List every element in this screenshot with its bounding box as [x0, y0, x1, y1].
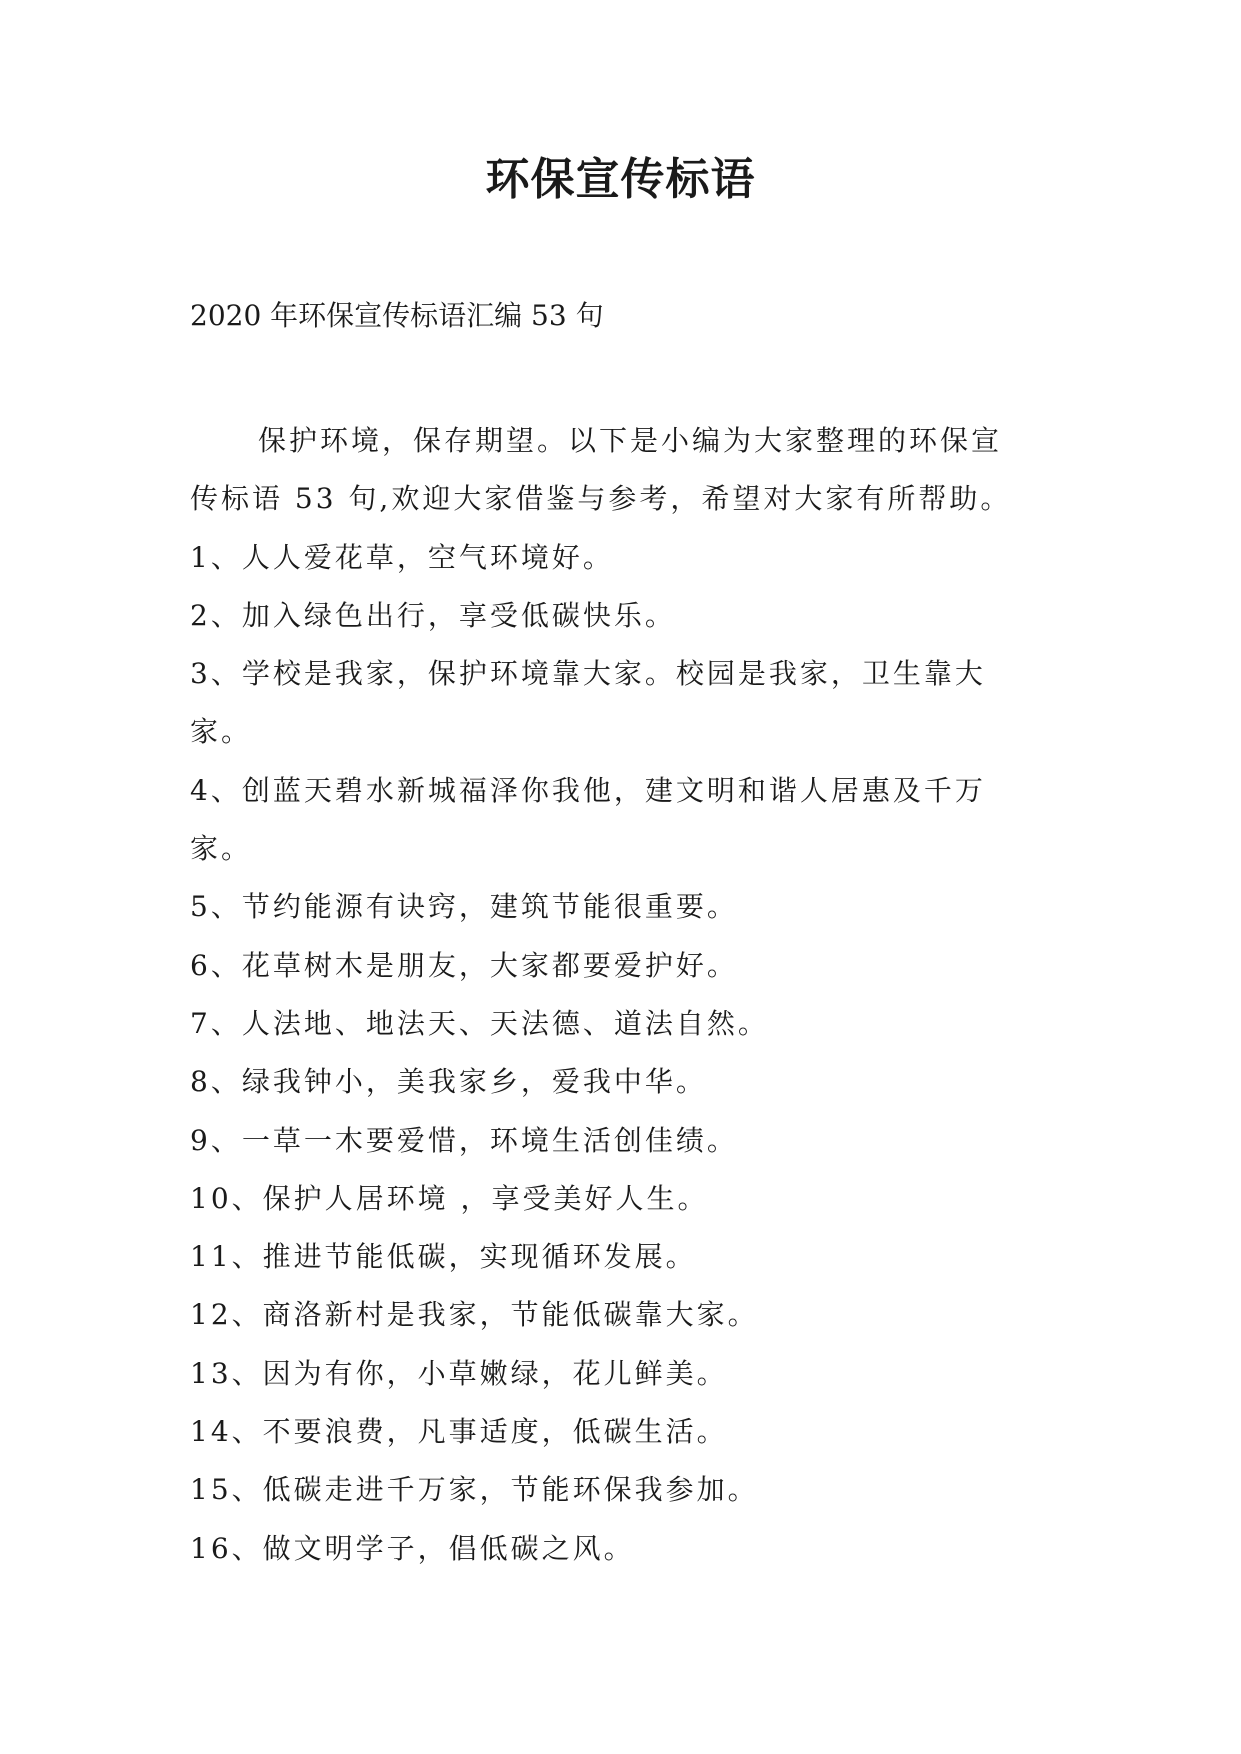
document-subtitle: 2020 年环保宣传标语汇编 53 句: [190, 299, 604, 332]
slogan-line: 14、不要浪费，凡事适度，低碳生活。: [190, 1415, 728, 1449]
slogan-line: 2、加入绿色出行，享受低碳快乐。: [190, 598, 676, 632]
slogan-line: 12、商洛新村是我家，节能低碳靠大家。: [190, 1298, 759, 1332]
slogan-line: 16、做文明学子，倡低碳之风。: [190, 1531, 635, 1565]
slogan-line: 5、节约能源有诀窍，建筑节能很重要。: [190, 890, 738, 924]
document-title: 环保宣传标语: [485, 154, 756, 205]
slogan-line: 4、创蓝天碧水新城福泽你我他，建文明和谐人居惠及千万: [190, 773, 986, 807]
slogan-line: 15、低碳走进千万家，节能环保我参加。: [190, 1473, 759, 1507]
intro-line-2: 传标语 53 句,欢迎大家借鉴与参考，希望对大家有所帮助。: [190, 482, 1012, 516]
slogan-line: 家。: [190, 832, 253, 866]
slogan-line: 6、花草树木是朋友，大家都要爱护好。: [190, 948, 738, 982]
slogan-line: 11、推进节能低碳，实现循环发展。: [190, 1240, 697, 1274]
slogan-line: 10、保护人居环境 ，享受美好人生。: [190, 1181, 709, 1215]
slogan-line: 7、人法地、地法天、天法德、道法自然。: [190, 1006, 769, 1040]
slogan-line: 1、人人爱花草，空气环境好。: [190, 540, 614, 574]
document-body: [190, 412, 1080, 1578]
slogan-line: 8、绿我钟小，美我家乡，爱我中华。: [190, 1065, 707, 1099]
slogan-line: 9、一草一木要爱惜，环境生活创佳绩。: [190, 1123, 738, 1157]
slogan-line: 家。: [190, 715, 253, 749]
intro-line-1: 保护环境，保存期望。以下是小编为大家整理的环保宣: [258, 424, 1003, 457]
slogan-line: 3、学校是我家，保护环境靠大家。校园是我家，卫生靠大: [190, 657, 986, 691]
slogan-line: 13、因为有你，小草嫩绿，花儿鲜美。: [190, 1356, 728, 1390]
